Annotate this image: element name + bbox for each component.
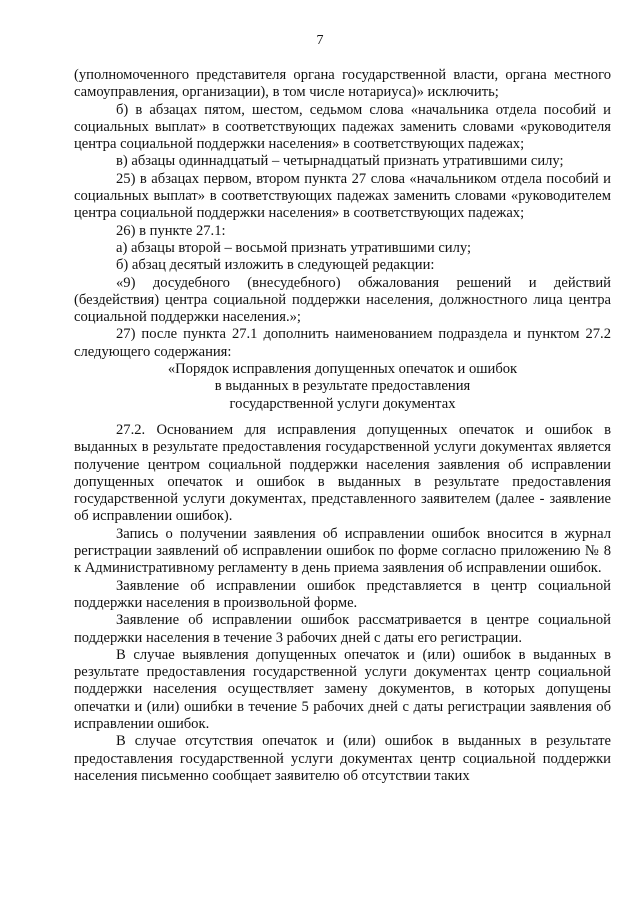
paragraph: Заявление об исправлении ошибок рассматривается в центре социальной поддержки населения в течение 3 рабочих дней с даты его регистрации. [74, 612, 611, 646]
paragraph: 27) после пункта 27.1 дополнить наименованием подраздела и пунктом 27.2 следующего содержания: [74, 326, 611, 360]
paragraph: «9) досудебного (внесудебного) обжалования решений и действий (бездействия) центра социальной поддержки населения, должностного лица центра социальной поддержки населения.»; [74, 274, 611, 326]
section-heading-line: в выданных в результате предоставления [214, 378, 471, 395]
paragraph: 25) в абзацах первом, втором пункта 27 слова «начальником отдела пособий и социальных выплат» в соответствующих падежах заменить словами «руководителем центра социальной поддержки населения» в соответствующих падежах; [74, 170, 611, 222]
paragraph: В случае отсутствия опечаток и (или) ошибок в выданных в результате предоставления государственной услуги документах центр социальной поддержки населения письменно сообщает заявителю об отсутствии таких [74, 733, 611, 784]
paragraph: б) в абзацах пятом, шестом, седьмом слова «начальника отдела пособий и социальных выплат» в соответствующих падежах заменить словами «руководителя центра социальной поддержки населения» в соответствующих падежах; [74, 101, 611, 153]
paragraph: Заявление об исправлении ошибок представляется в центр социальной поддержки населения в произвольной форме. [74, 577, 611, 611]
paragraph: Запись о получении заявления об исправлении ошибок вносится в журнал регистрации заявлений об исправлении ошибок по форме согласно приложению № 8 к Административному регламенту в день приема заявления об исправлении ошибок. [74, 525, 611, 577]
document-body [74, 67, 611, 785]
paragraph: В случае выявления допущенных опечаток и (или) ошибок в выданных в результате предоставления государственной услуги документах центр социальной поддержки населения осуществляет замену документов, в которых допущены опечатки и (или) ошибки в течение 5 рабочих дней с даты регистрации заявления об исправлении ошибок. [74, 646, 611, 732]
paragraph: (уполномоченного представителя органа государственной власти, органа местного самоуправления, организации), в том числе нотариуса)» исключить; [74, 67, 611, 101]
paragraph: б) абзац десятый изложить в следующей редакции: [116, 257, 435, 274]
paragraph: в) абзацы одиннадцатый – четырнадцатый признать утратившими силу; [116, 153, 564, 170]
paragraph: 27.2. Основанием для исправления допущенных опечаток и ошибок в выданных в результате предоставления государственной услуги документах является получение центром социальной поддержки населения заявления об исправлении допущенных опечаток и ошибок в выданных в результате предоставления государственной услуги документах, представленного заявителем (далее - заявление об исправлении ошибок). [74, 421, 611, 525]
section-heading [74, 361, 611, 413]
paragraph: а) абзацы второй – восьмой признать утратившими силу; [116, 239, 472, 256]
paragraph: 26) в пункте 27.1: [116, 222, 226, 239]
section-heading-line: «Порядок исправления допущенных опечаток и ошибок [167, 361, 518, 378]
page-number: 7 [316, 33, 324, 48]
section-heading-line: государственной услуги документах [229, 395, 456, 412]
